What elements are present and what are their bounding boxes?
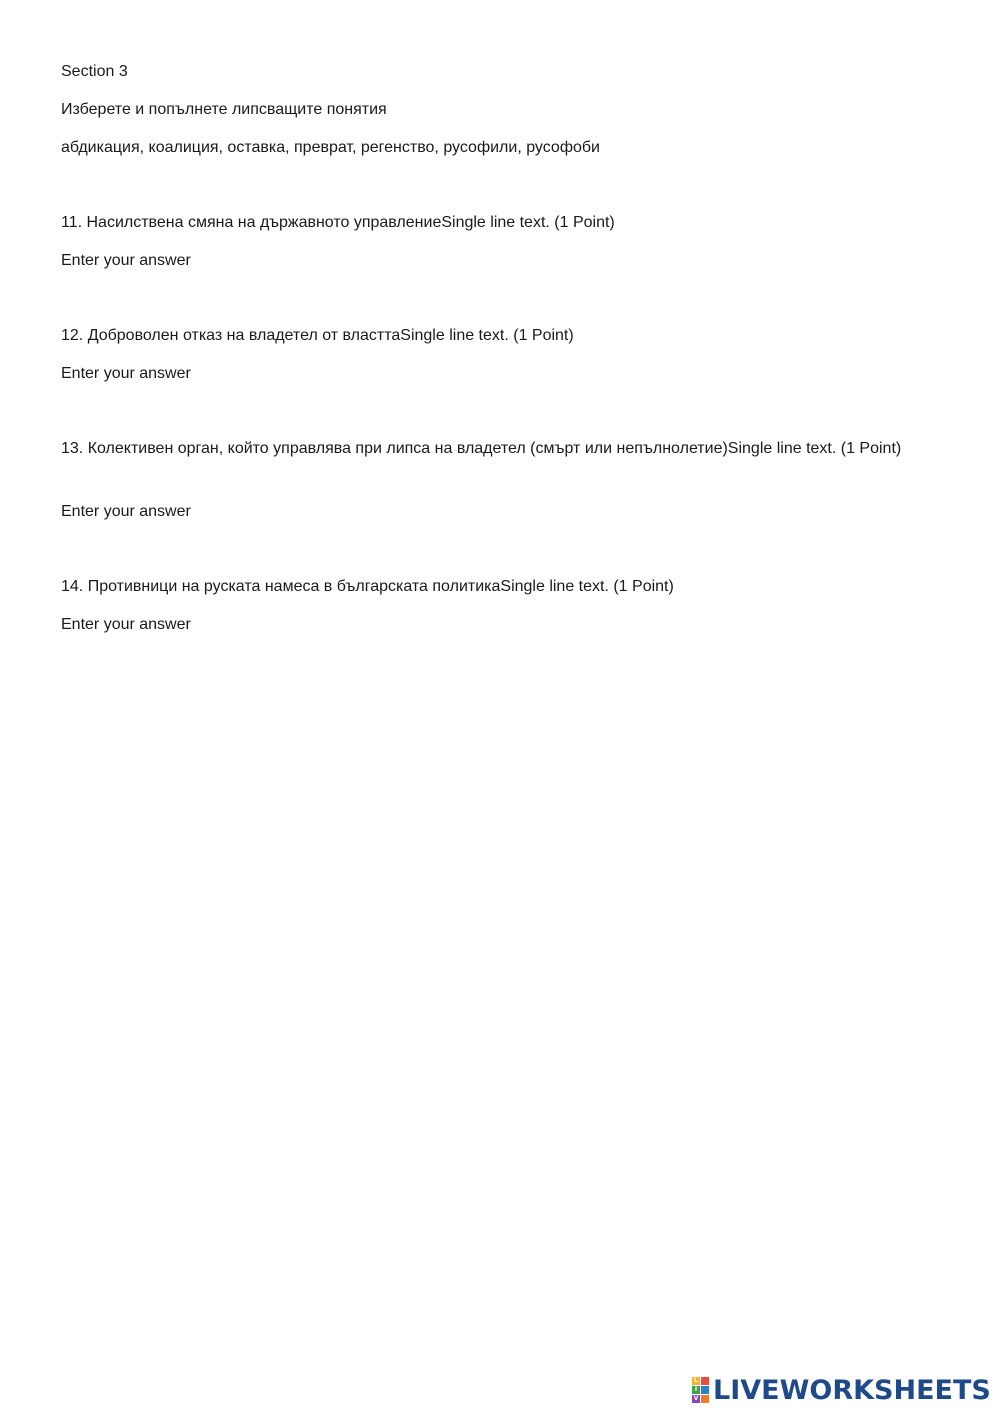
question-11-text: 11. Насилствена смяна на държавното управлениеSingle line text. (1 Point) [61, 214, 615, 231]
logo-text: LIVEWORKSHEETS [713, 1374, 991, 1406]
liveworksheets-logo [692, 1374, 991, 1406]
logo-block: L [692, 1377, 700, 1385]
question-14-answer-input[interactable] [61, 613, 461, 637]
logo-blocks-icon [692, 1377, 709, 1403]
section-title: Section 3 [61, 63, 128, 80]
logo-block: I [692, 1386, 700, 1394]
logo-block [701, 1377, 709, 1385]
logo-block [701, 1386, 709, 1394]
question-11-answer-input[interactable] [61, 249, 461, 273]
question-12-answer-input[interactable] [61, 362, 461, 386]
section-instruction: Изберете и попълнете липсващите понятия [61, 101, 387, 118]
logo-block: V [693, 1395, 699, 1402]
question-13-text: 13. Колективен орган, който управлява при липса на владетел (смърт или непълнолетие)Single line text. (1 Point) [61, 440, 902, 457]
question-14-text: 14. Противници на руската намеса в българската политикаSingle line text. (1 Point) [61, 578, 674, 595]
logo-block [701, 1395, 709, 1403]
question-13-answer-input[interactable] [61, 500, 461, 524]
word-bank: абдикация, коалиция, оставка, преврат, регенство, русофили, русофоби [61, 139, 600, 156]
question-12-text: 12. Доброволен отказ на владетел от власттаSingle line text. (1 Point) [61, 327, 574, 344]
